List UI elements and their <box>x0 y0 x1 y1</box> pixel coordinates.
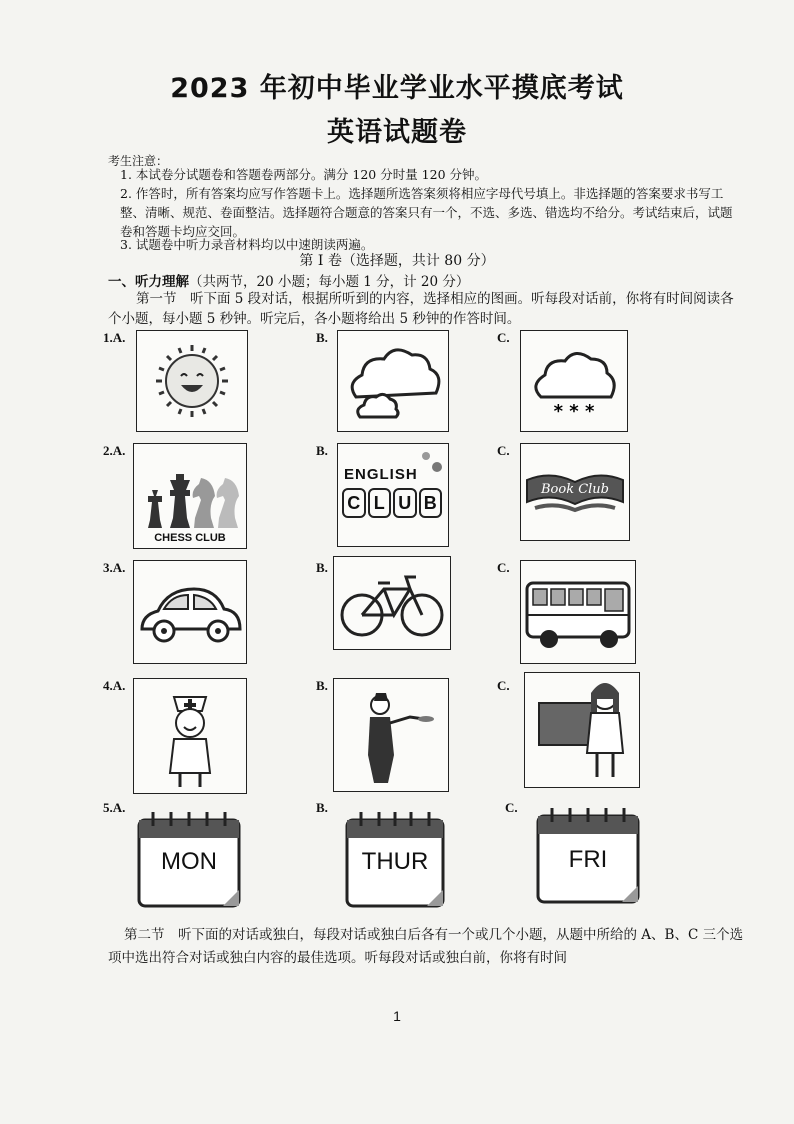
q1-option-b-label: B. <box>316 330 328 345</box>
decor-dot <box>432 462 442 472</box>
club-letter: L <box>368 488 392 518</box>
q1-option-a-sun[interactable] <box>136 330 248 432</box>
q3-option-b-label: B. <box>316 560 328 575</box>
page-number: 1 <box>393 1008 401 1024</box>
q1-option-c-label: C. <box>497 330 510 345</box>
q4-option-c-teacher[interactable] <box>524 672 640 788</box>
notice-item-2: 2. 作答时，所有答案均应写作答题卡上。选择题所选答案须将相应字母代号填上。非选择题的答案要求书写工整、清晰、规范、卷面整洁。选择题符合题意的答案只有一个，不选、多选、错选均不给分。考试结束后，试题卷和答题卡均应交回。 <box>120 186 733 239</box>
club-letters <box>342 488 442 518</box>
question-4-label: 4.A. <box>103 678 126 693</box>
q2-option-b-label: B. <box>316 443 328 458</box>
section2-intro: 第二节 听下面的对话或独白，每段对话或独白后各有一个或几个小题，从题中所给的 A、B、C 三个选项中选出符合对话或独白内容的最佳选项。听每段对话或独白前，你将有时间 <box>108 927 744 966</box>
waiter-icon <box>334 679 448 791</box>
section1-intro: 第一节 听下面 5 段对话，根据所听到的内容，选择相应的图画。听每段对话前，你将有时间阅读各个小题，每小题 5 秒钟。听完后，各小题将给出 5 秒钟的作答时间。 <box>108 291 734 327</box>
bicycle-icon <box>334 557 450 649</box>
q3-option-a-car[interactable] <box>133 560 247 664</box>
calendar-day-text: FRI <box>568 846 608 873</box>
nurse-icon <box>134 679 246 793</box>
q3-option-c-label: C. <box>497 560 510 575</box>
q5-option-b-calendar-thur[interactable] <box>343 804 447 914</box>
notice-item-3: 3. 试题卷中听力录音材料均以中速朗读两遍。 <box>120 237 374 252</box>
decor-dot <box>422 452 430 460</box>
part1-title: 第 I 卷（选择题，共计 80 分） <box>299 253 495 269</box>
q5-option-a-calendar-mon[interactable] <box>133 804 245 914</box>
q2-option-c-label: C. <box>497 443 510 458</box>
q2-option-a-chess-club[interactable] <box>133 443 247 549</box>
book-club-caption: Book Club <box>540 482 609 497</box>
snow-icon <box>521 331 627 431</box>
svg-text:* * *: * * * <box>553 401 595 422</box>
listening-heading-label: 一、听力理解 <box>108 274 189 290</box>
exam-subtitle: 英语试题卷 <box>327 117 467 148</box>
exam-title: 2023 年初中毕业学业水平摸底考试 <box>170 73 624 104</box>
question-3-label: 3.A. <box>103 560 126 575</box>
question-2-label: 2.A. <box>103 443 126 458</box>
q2-option-b-english-club[interactable] <box>337 443 449 547</box>
q3-option-b-bicycle[interactable] <box>333 556 451 650</box>
sun-icon <box>137 331 247 431</box>
club-letter: C <box>342 488 366 518</box>
listening-heading-detail: （共两节，20 小题；每小题 1 分，计 20 分） <box>189 274 470 290</box>
car-icon <box>134 561 246 663</box>
question-1-label: 1.A. <box>103 330 126 345</box>
q3-option-c-bus[interactable] <box>520 560 636 664</box>
q1-option-c-snow[interactable] <box>520 330 628 432</box>
q5-option-c-label: C. <box>505 800 518 815</box>
listening-section-heading <box>108 270 469 290</box>
q4-option-b-label: B. <box>316 678 328 693</box>
english-word: ENGLISH <box>344 466 418 483</box>
club-letter: U <box>393 488 417 518</box>
q4-option-a-nurse[interactable] <box>133 678 247 794</box>
calendar-day-text: THUR <box>361 848 429 875</box>
chess-club-caption: CHESS CLUB <box>154 532 226 544</box>
teacher-icon <box>525 673 639 787</box>
notice-item-1: 1. 本试卷分试题卷和答题卷两部分。满分 120 分时量 120 分钟。 <box>120 167 488 182</box>
q5-option-c-calendar-fri[interactable] <box>534 802 642 910</box>
bus-icon <box>521 561 635 663</box>
cloudy-icon <box>338 331 448 431</box>
question-5-label: 5.A. <box>103 800 126 815</box>
q4-option-c-label: C. <box>497 678 510 693</box>
q5-option-b-label: B. <box>316 800 328 815</box>
q1-option-b-cloudy[interactable] <box>337 330 449 432</box>
club-letter: B <box>419 488 443 518</box>
notice-heading: 考生注意： <box>108 154 169 168</box>
q4-option-b-waiter[interactable] <box>333 678 449 792</box>
q2-option-c-book-club[interactable] <box>520 443 630 541</box>
calendar-day-text: MON <box>161 848 217 875</box>
